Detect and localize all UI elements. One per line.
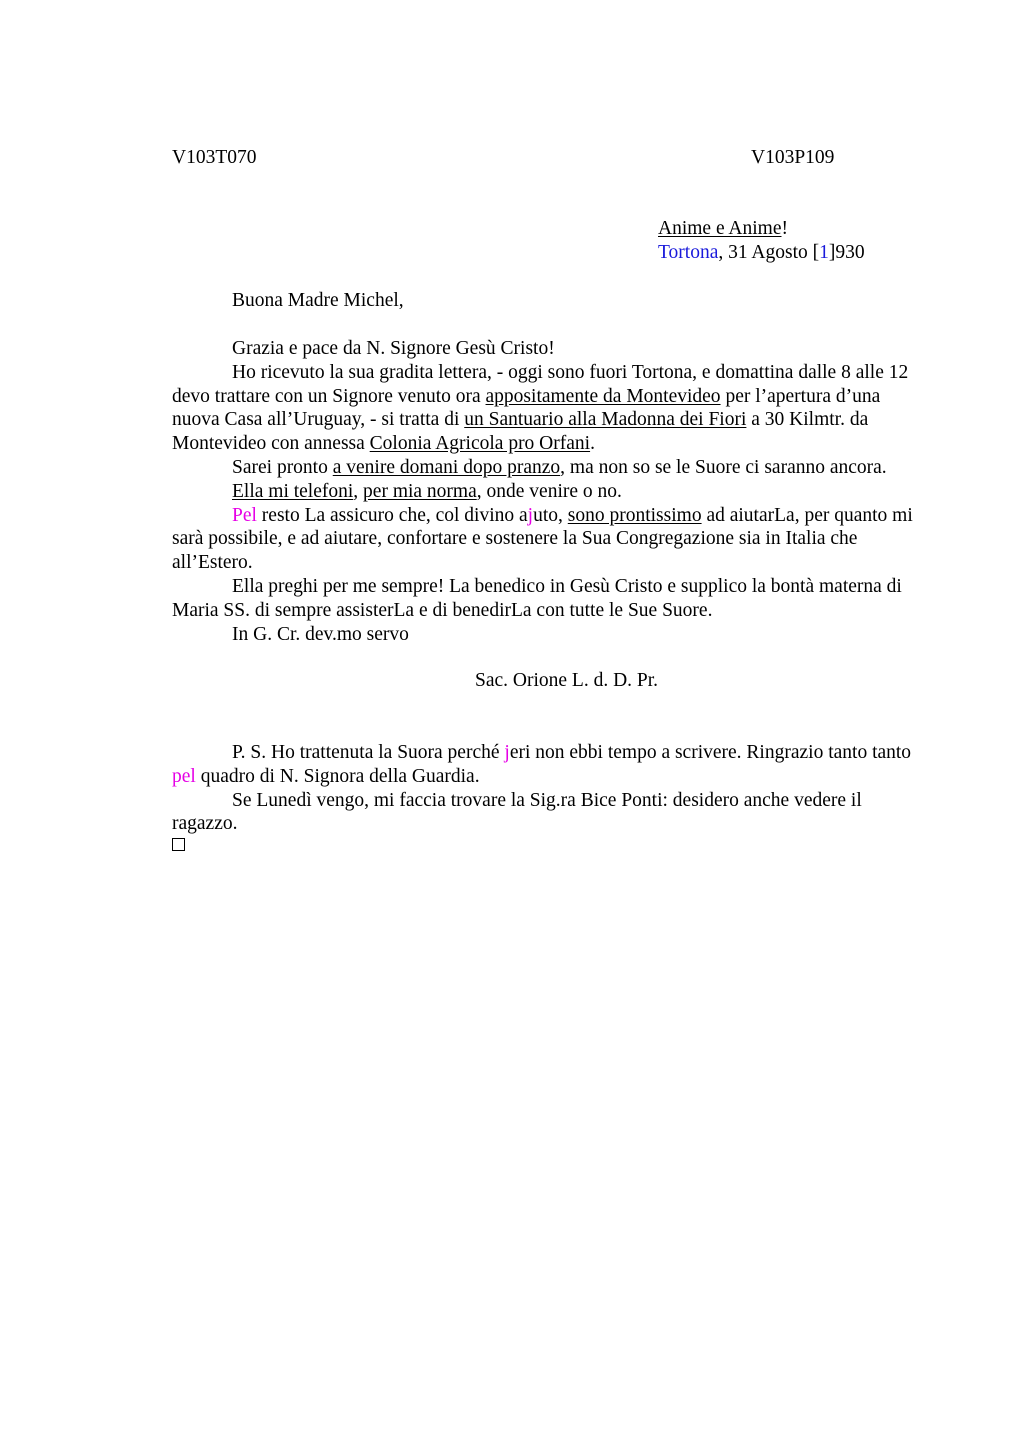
- motto-punctuation: !: [781, 218, 788, 239]
- text-run: ad aiutarLa, per quanto mi sarà possibile, e ad aiutare, confortare e sostenere la Sua Congregazione sia in Italia che all’Estero.: [172, 504, 913, 574]
- postscript-paragraph-2: Se Lunedì vengo, mi faccia trovare la Sig.ra Bice Ponti: desidero anche vedere il ragazzo.: [172, 789, 862, 835]
- text-run: Ho ricevuto la sua gradita lettera, - oggi sono fuori Tortona, e domattina dalle 8 alle 12 devo trattare con un Signore venuto ora: [172, 361, 909, 407]
- body-paragraph-blessing: Ella preghi per me sempre! La benedico in Gesù Cristo e supplico la bontà materna di Maria SS. di sempre assisterLa e di benedirLa con tutte le Sue Suore.: [172, 575, 902, 621]
- underlined-phrase: Colonia Agricola pro Orfani: [369, 433, 591, 455]
- body-paragraph-closing: In G. Cr. dev.mo servo: [232, 623, 409, 645]
- salutation: Buona Madre Michel,: [232, 290, 404, 311]
- body-paragraph-assurance: [172, 504, 932, 575]
- place-name: Tortona: [658, 242, 719, 263]
- text-run: eri non ebbi tempo a scrivere. Ringrazio tanto tanto: [509, 742, 912, 763]
- body-paragraph-visit: [172, 456, 932, 480]
- underlined-phrase: sono prontissimo: [567, 504, 702, 526]
- text-run: uto,: [533, 504, 568, 526]
- text-run: Sarei pronto: [232, 456, 333, 478]
- document-reference-right: V103P109: [751, 147, 835, 168]
- date-text: , 31 Agosto: [718, 242, 813, 263]
- letter-dateline: [658, 241, 865, 265]
- underlined-phrase: per mia norma: [363, 480, 477, 502]
- underlined-phrase: Ella mi telefoni: [232, 480, 354, 502]
- document-reference-left: V103T070: [172, 147, 257, 168]
- text-run: .: [590, 433, 595, 455]
- year-bracket-close: ]: [828, 242, 836, 263]
- archaic-spelling: j: [527, 504, 534, 526]
- archaic-spelling: Pel: [232, 504, 257, 526]
- text-run: ,: [353, 480, 364, 502]
- motto-text: Anime e Anime: [658, 218, 782, 239]
- underlined-phrase: a venire domani dopo pranzo: [332, 456, 561, 478]
- text-run: , onde venire o no.: [476, 480, 622, 502]
- archaic-spelling: pel: [172, 765, 196, 787]
- text-run: , ma non so se le Suore ci saranno ancora.: [560, 456, 887, 478]
- end-marker-box-icon: [172, 838, 185, 851]
- year-rest: 930: [835, 242, 865, 263]
- underlined-phrase: appositamente da Montevideo: [485, 385, 721, 407]
- year-bracket-digit: 1: [819, 242, 829, 263]
- text-run: a 30 Kilmtr. da Montevideo con annessa: [172, 409, 869, 455]
- body-paragraph-news: [172, 361, 932, 456]
- body-paragraph-greeting: Grazia e pace da N. Signore Gesù Cristo!: [232, 338, 555, 359]
- year-bracket-open: [: [812, 242, 820, 263]
- letter-body: [172, 337, 932, 646]
- text-run: quadro di N. Signora della Guardia.: [195, 765, 480, 787]
- body-paragraph-telephone: [172, 480, 932, 504]
- letter-motto: [658, 217, 788, 241]
- postscript: [172, 741, 932, 836]
- text-run: per l’apertura d’una nuova Casa all’Uruguay, - si tratta di: [172, 385, 881, 431]
- postscript-paragraph-1: [172, 741, 932, 789]
- text-run: resto La assicuro che, col divino a: [256, 504, 528, 526]
- text-run: P. S. Ho trattenuta la Suora perché: [232, 742, 505, 763]
- archaic-spelling: j: [504, 742, 510, 763]
- signature: Sac. Orione L. d. D. Pr.: [475, 670, 659, 691]
- underlined-phrase: un Santuario alla Madonna dei Fiori: [464, 409, 747, 431]
